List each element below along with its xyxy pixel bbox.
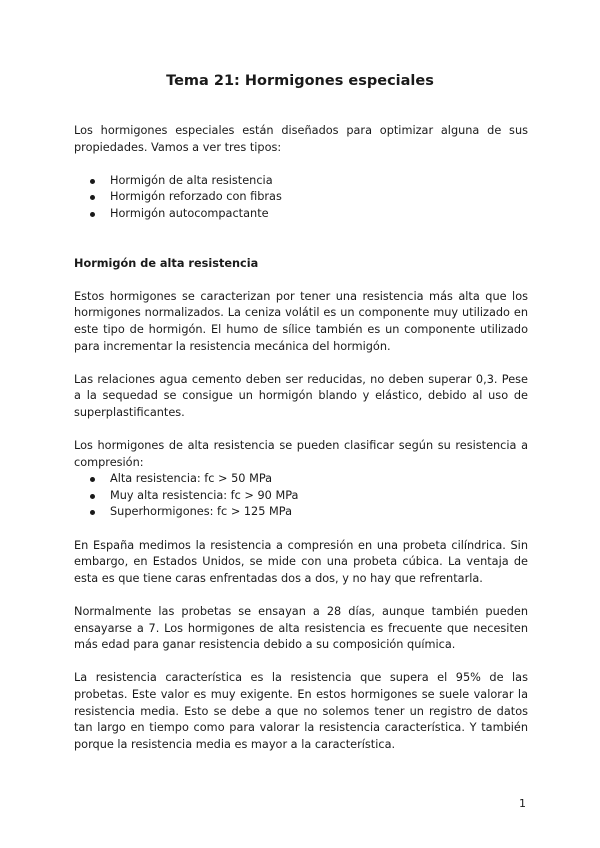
list-item: Muy alta resistencia: fc > 90 MPa <box>74 488 528 505</box>
paragraph: Los hormigones de alta resistencia se pueden clasificar según su resistencia a compresión: <box>74 439 528 469</box>
document-body <box>74 123 528 753</box>
intro-paragraph: Los hormigones especiales están diseñados para optimizar alguna de sus propiedades. Vamos a ver tres tipos: <box>74 124 528 154</box>
page-number: 1 <box>519 797 526 810</box>
classes-list <box>74 471 528 521</box>
paragraph: La resistencia característica es la resistencia que supera el 95% de las probetas. Este valor es muy exigente. En estos hormigones se suele valorar la resistencia media. Esto se debe a que no solemos tener un registro de datos tan largo en tiempo como para valorar la resistencia característica. Y también porque la resistencia media es mayor a la característica. <box>74 671 528 751</box>
list-item: Hormigón reforzado con fibras <box>74 189 528 206</box>
list-item: Hormigón de alta resistencia <box>74 173 528 190</box>
types-list <box>74 173 528 223</box>
paragraph: Estos hormigones se caracterizan por tener una resistencia más alta que los hormigones normalizados. La ceniza volátil es un componente muy utilizado en este tipo de hormigón. El humo de sílice también es un componente utilizado para incrementar la resistencia mecánica del hormigón. <box>74 289 528 353</box>
page-title: Tema 21: Hormigones especiales <box>166 73 434 89</box>
list-item: Alta resistencia: fc > 50 MPa <box>74 471 528 488</box>
paragraph: Normalmente las probetas se ensayan a 28 días, aunque también pueden ensayarse a 7. Los hormigones de alta resistencia es frecuente que necesiten más edad para ganar resistencia debido a su composición química. <box>74 605 528 652</box>
section-heading: Hormigón de alta resistencia <box>74 256 259 270</box>
list-item: Superhormigones: fc > 125 MPa <box>74 504 528 521</box>
paragraph: En España medimos la resistencia a compresión en una probeta cilíndrica. Sin embargo, en Estados Unidos, se mide con una probeta cúbica. La ventaja de esta es que tiene caras enfrentadas dos a dos, y no hay que refrentarla. <box>74 538 528 585</box>
list-item: Hormigón autocompactante <box>74 206 528 223</box>
paragraph: Las relaciones agua cemento deben ser reducidas, no deben superar 0,3. Pese a la sequedad se consigue un hormigón blando y elástico, debido al uso de superplastificantes. <box>74 372 528 419</box>
